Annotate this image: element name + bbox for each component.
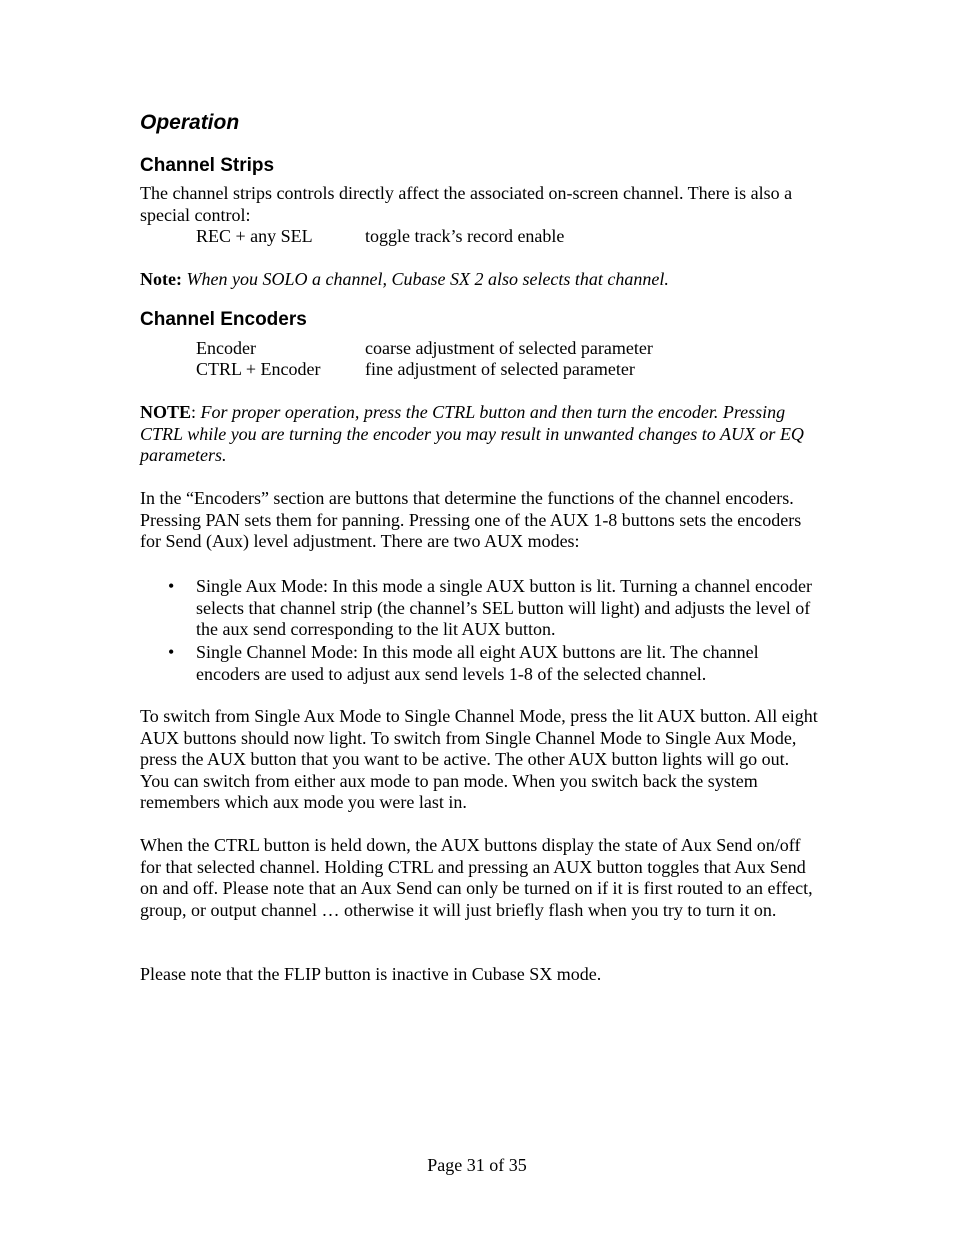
section-heading-operation: Operation (140, 111, 240, 134)
bullet-icon: • (168, 642, 175, 662)
note-label: NOTE (140, 402, 192, 422)
paragraph-flip: Please note that the FLIP button is inactive in Cubase SX mode. (140, 964, 602, 984)
note-separator: : (191, 402, 197, 422)
control-key: CTRL + Encoder (196, 359, 321, 379)
control-description: fine adjustment of selected parameter (365, 359, 635, 379)
paragraph-aux-modes: In the “Encoders” section are buttons that determine the functions of the channel encoders. Pressing PAN sets them for panning. Pressing one of the AUX 1-8 buttons sets the encoders for Send (Aux) level adjustment. There are two AUX modes: (140, 488, 802, 551)
encoder-note (140, 402, 820, 467)
channel-strips-note (140, 269, 820, 291)
list-item-text: Single Aux Mode: In this mode a single AUX button is lit. Turning a channel encoder selects that channel strip (the channel’s SEL button will light) and adjusts the level of the aux send corresponding to the lit AUX button. (196, 576, 812, 639)
subheading-channel-encoders: Channel Encoders (140, 309, 307, 330)
subheading-channel-strips: Channel Strips (140, 155, 275, 176)
list-item-text: Single Channel Mode: In this mode all eight AUX buttons are lit. The channel encoders are used to adjust aux send levels 1-8 of the selected channel. (196, 642, 759, 684)
paragraph-switch-modes: To switch from Single Aux Mode to Single Channel Mode, press the lit AUX button. All eight AUX buttons should now light. To switch from Single Channel Mode to Single Aux Mode, press the AUX button that you want to be active. The other AUX button lights will go out. You can switch from either aux mode to pan mode. When you switch back the system remembers which aux mode you were last in. (140, 706, 818, 812)
control-key: REC + any SEL (196, 226, 313, 246)
control-description: toggle track’s record enable (365, 226, 565, 246)
note-text: For proper operation, press the CTRL button and then turn the encoder. Pressing CTRL while you are turning the encoder you may result in unwanted changes to AUX or EQ parameters. (140, 402, 804, 465)
note-label: Note: (140, 269, 182, 289)
bullet-icon: • (168, 576, 175, 596)
note-text: When you SOLO a channel, Cubase SX 2 also selects that channel. (186, 269, 669, 289)
page-number: Page 31 of 35 (427, 1155, 527, 1175)
channel-strips-intro: The channel strips controls directly affect the associated on-screen channel. There is also a special control: (140, 183, 793, 225)
control-key: Encoder (196, 338, 256, 358)
control-description: coarse adjustment of selected parameter (365, 338, 653, 358)
paragraph-ctrl-aux: When the CTRL button is held down, the AUX buttons display the state of Aux Send on/off for that selected channel. Holding CTRL and pressing an AUX button toggles that Aux Send on and off. Please note that an Aux Send can only be turned on if it is first routed to an effect, group, or output channel … otherwise it will just briefly flash when you try to turn it on. (140, 835, 813, 920)
